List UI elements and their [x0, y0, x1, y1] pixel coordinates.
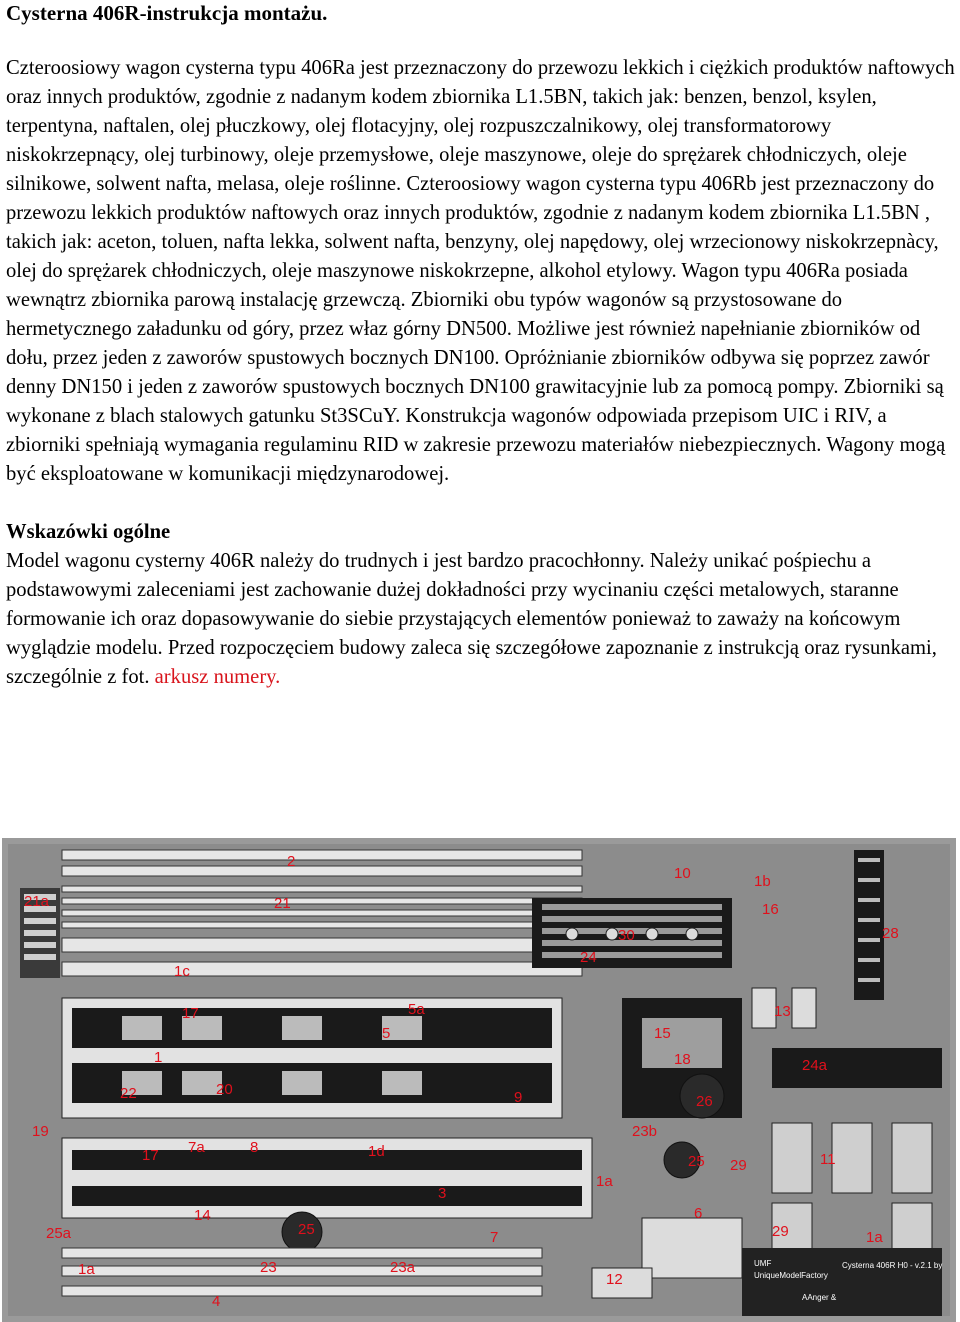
part-label: 1a: [596, 1173, 613, 1190]
part-label: 1a: [866, 1229, 883, 1246]
part-label: 26: [696, 1093, 713, 1110]
part-label: 24: [580, 949, 597, 966]
part-label: 16: [762, 901, 779, 918]
part-label: 21: [274, 895, 291, 912]
sheet-numbers-link[interactable]: arkusz numery.: [154, 666, 281, 688]
footer-model: Cysterna 406R H0 - v.2.1 by: [842, 1261, 943, 1270]
part-label: 14: [194, 1207, 211, 1224]
part-label: 3: [438, 1185, 447, 1202]
part-label: 30: [618, 927, 635, 944]
footer-brand-sub: UniqueModelFactory: [754, 1271, 828, 1280]
part-label: 6: [694, 1205, 703, 1222]
part-label: 13: [774, 1003, 791, 1020]
part-label: 20: [216, 1081, 233, 1098]
document-title: Cysterna 406R-instrukcja montażu.: [6, 1, 328, 25]
part-label: 23b: [632, 1123, 658, 1140]
part-label: 1d: [368, 1143, 385, 1160]
part-label: 17: [142, 1147, 159, 1164]
document: [6, 0, 956, 692]
part-label: 12: [606, 1271, 623, 1288]
part-label: 18: [674, 1051, 691, 1068]
part-label: 25a: [46, 1225, 72, 1242]
intro-paragraph: Czteroosiowy wagon cysterna typu 406Ra jest przeznaczony do przewozu lekkich i ciężkich produktów naftowych oraz innych produktów, zgodnie z nadanym kodem zbiornika L1.5BN, takich jak: benzen, benzol, ksylen, terpentyna, naftalen, olej płuczkowy, olej flotacyjny, olej rozpuszczalnikowy, olej transformatorowy niskokrzepnący, olej turbinowy, oleje przemysłowe, oleje maszynowe, oleje do sprężarek chłodniczych, oleje silnikowe, solwent nafta, melasa, oleje roślinne. Czteroosiowy wagon cysterna typu 406Rb jest przeznaczony do przewozu lekkich produktów naftowych oraz innych produktów, zgodnie z nadanym kodem zbiornika L1.5BN , takich jak: aceton, toluen, nafta lekka, solwent nafta, benzyny, olej napędowy, olej wrzecionowy niskokrzepnàcy, olej do sprężarek chłodniczych, oleje maszynowe niskokrzepne, alkohol etylowy. Wagon typu 406Ra posiada wewnątrz zbiornika parową instalację grzewczą. Zbiorniki obu typów wagonów są przystosowane do hermetycznego załadunku od góry, przez właz górny DN500. Możliwe jest również napełnianie zbiorników od dołu, przez jeden z zaworów spustowych bocznych DN100. Opróżnianie zbiorników odbywa się poprzez zawór denny DN150 i jeden z zaworów spustowych bocznych DN100 grawitacyjnie lub za pomocą pompy. Zbiorniki są wykonane z blach stalowych gatunku St3SCuY. Konstrukcja wagonów odpowiada przepisom UIC i RIV, a zbiorniki spełniają wymagania regulaminu RID w zakresie przewozu materiałów niebezpiecznych. Wagony mogą być eksploatowane w komunikacji międzynarodowej.: [6, 57, 955, 485]
footer-signature: AAnger &: [802, 1293, 837, 1302]
part-label: 19: [32, 1123, 49, 1140]
part-label: 2: [287, 853, 296, 870]
part-label: 1c: [174, 963, 190, 980]
general-paragraph: [6, 547, 956, 692]
section-heading: Wskazówki ogólne: [6, 521, 171, 543]
part-label: 9: [514, 1089, 523, 1106]
part-label: 7: [490, 1229, 499, 1246]
part-label: 29: [772, 1223, 789, 1240]
part-label: 10: [674, 865, 691, 882]
part-label: 24a: [802, 1057, 828, 1074]
part-label: 11: [820, 1151, 836, 1168]
part-label: 23a: [390, 1259, 416, 1276]
part-label: 4: [212, 1293, 221, 1310]
part-label: 17: [182, 1005, 199, 1022]
part-label: 15: [654, 1025, 671, 1042]
part-label: 21a: [24, 893, 50, 910]
part-label: 1: [154, 1049, 163, 1066]
part-label: 5: [382, 1025, 391, 1042]
part-label: 5a: [408, 1001, 425, 1018]
part-label: 1a: [78, 1261, 95, 1278]
general-text: Model wagonu cysterny 406R należy do trudnych i jest bardzo pracochłonny. Należy unikać pośpiechu a podstawowymi zaleceniami jest zachowanie dużej dokładności przy wycinaniu części metalowych, staranne formowanie ich oraz dopasowywanie do siebie przystających elementów ponieważ to zaważy na końcowym wyglądzie modelu. Przed rozpoczęciem budowy zaleca się szczegółowe zapoznanie z instrukcją oraz rysunkami, szczególnie z fot.: [6, 550, 937, 688]
part-label: 7a: [188, 1139, 205, 1156]
part-label: 22: [120, 1085, 137, 1102]
part-label: 28: [882, 925, 899, 942]
part-label: 25: [298, 1221, 315, 1238]
part-label: 29: [730, 1157, 747, 1174]
part-label: 25: [688, 1153, 705, 1170]
part-label: 8: [250, 1139, 259, 1156]
etch-sheet-svg: [2, 838, 956, 1322]
footer-brand: UMF: [754, 1259, 772, 1268]
part-label: 23: [260, 1259, 277, 1276]
part-label: 1b: [754, 873, 771, 890]
etch-sheet-image: [2, 838, 956, 1322]
